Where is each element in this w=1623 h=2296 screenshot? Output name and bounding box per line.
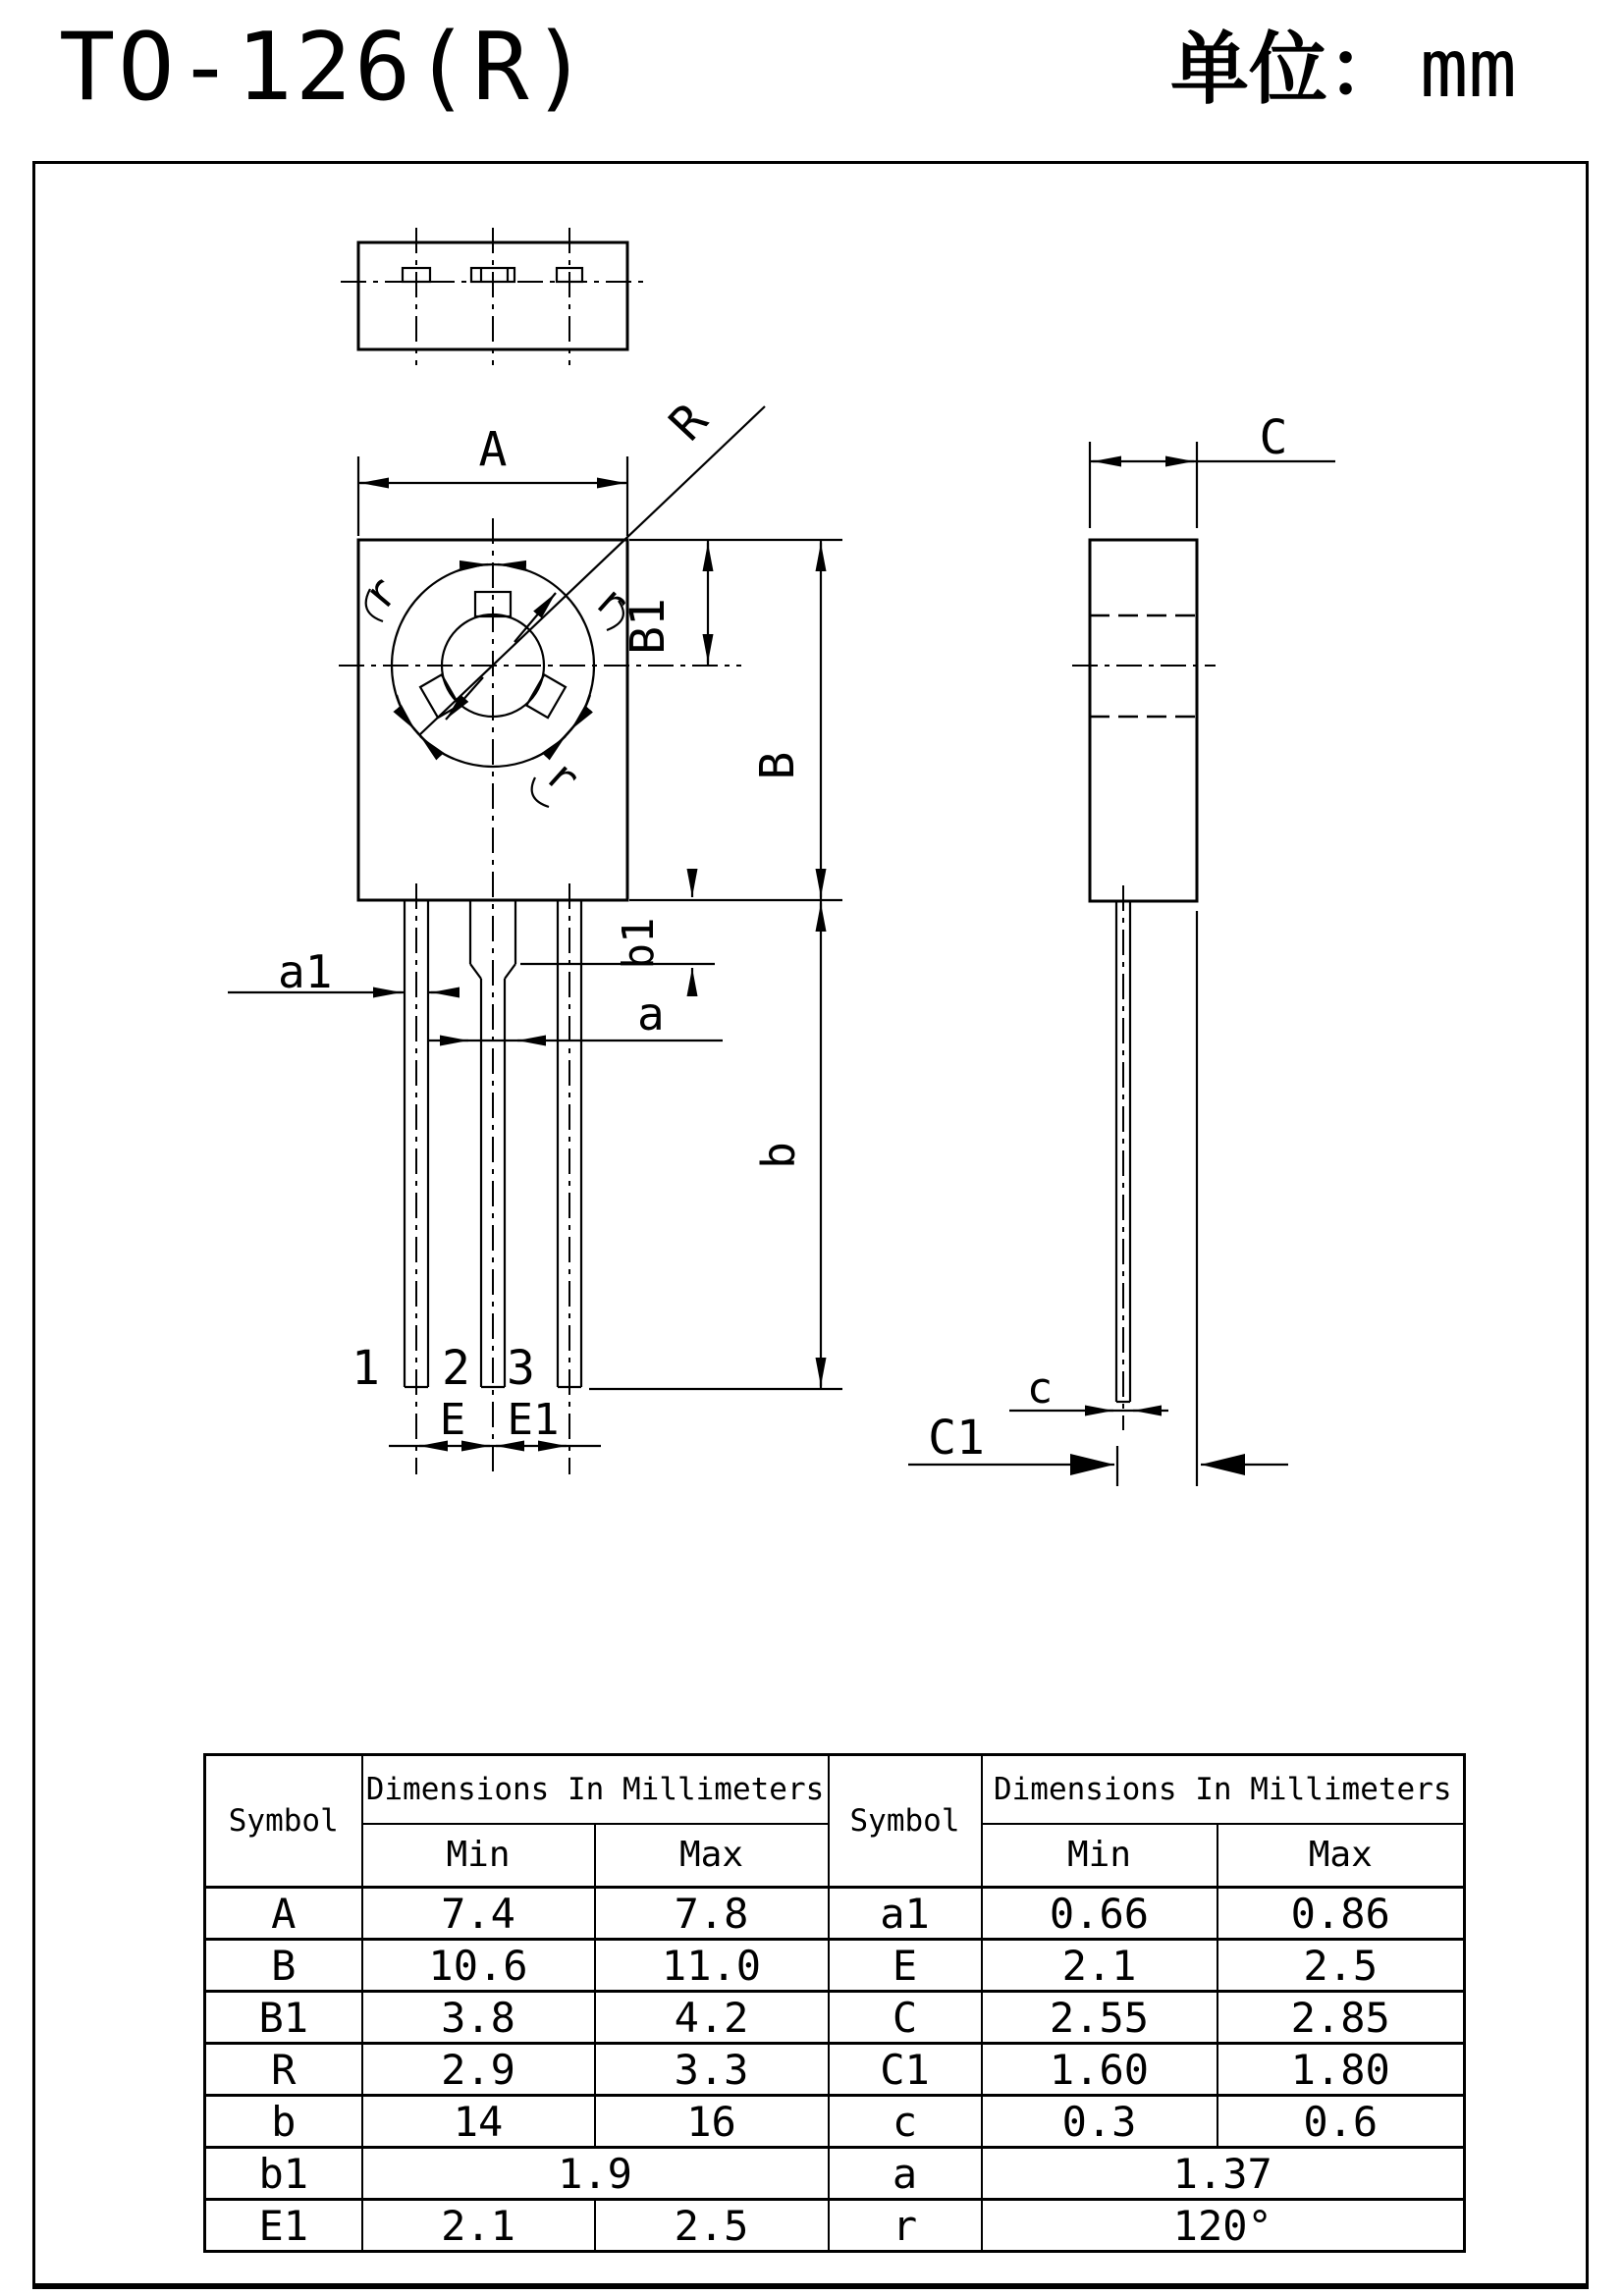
symbol-cell: A: [205, 1888, 362, 1940]
front-view: [228, 393, 842, 1474]
min-cell: 0.3: [982, 2096, 1217, 2148]
side-view: [908, 410, 1335, 1486]
table-row: [205, 1940, 1465, 1992]
dim-label-c: c: [1026, 1363, 1054, 1414]
dim-label-a1: a1: [278, 945, 333, 998]
max-cell: 1.80: [1217, 2044, 1465, 2096]
dim-c: [1009, 1363, 1168, 1414]
dim-label-A: A: [478, 422, 508, 477]
symbol-cell: b1: [205, 2148, 362, 2200]
dim-C1: [908, 911, 1288, 1486]
arc-angle-marks: [353, 564, 638, 807]
table-row: [205, 1888, 1465, 1940]
max-cell: 4.2: [595, 1992, 829, 2044]
dimension-table: [203, 1753, 1466, 2253]
min-cell: 7.4: [362, 1888, 595, 1940]
pin-label-3: 3: [507, 1341, 535, 1396]
min-header-left: Min: [362, 1824, 595, 1888]
angle-label-r-bottom: r: [535, 749, 589, 805]
dim-B: [629, 540, 842, 900]
min-cell: 14: [362, 2096, 595, 2148]
dim-B1: [621, 540, 842, 666]
symbol-header-left: Symbol: [205, 1755, 362, 1888]
symbol-cell: C: [829, 1992, 982, 2044]
max-cell: 0.86: [1217, 1888, 1465, 1940]
dim-label-B: B: [750, 751, 805, 780]
min-cell: 2.1: [362, 2200, 595, 2252]
dim-b1: [520, 877, 715, 988]
dim-label-b: b: [752, 1142, 805, 1169]
dim-label-R: R: [658, 393, 719, 452]
max-cell: 2.5: [595, 2200, 829, 2252]
table-row: [205, 1992, 1465, 2044]
dims-header-left: Dimensions In Millimeters: [362, 1755, 829, 1824]
pin-label-1: 1: [352, 1341, 380, 1396]
min-cell: 2.9: [362, 2044, 595, 2096]
min-header-right: Min: [982, 1824, 1217, 1888]
max-header-right: Max: [1217, 1824, 1465, 1888]
merged-value-cell: 120°: [982, 2200, 1465, 2252]
angle-label-r-top-right: r: [584, 574, 638, 630]
max-cell: 16: [595, 2096, 829, 2148]
symbol-cell: a1: [829, 1888, 982, 1940]
max-cell: 2.5: [1217, 1940, 1465, 1992]
dim-label-E: E: [439, 1395, 466, 1445]
symbol-cell: E: [829, 1940, 982, 1992]
symbol-cell: E1: [205, 2200, 362, 2252]
min-cell: 0.66: [982, 1888, 1217, 1940]
max-cell: 3.3: [595, 2044, 829, 2096]
max-cell: 0.6: [1217, 2096, 1465, 2148]
symbol-header-right: Symbol: [829, 1755, 982, 1888]
min-cell: 2.1: [982, 1940, 1217, 1992]
symbol-cell: R: [205, 2044, 362, 2096]
symbol-cell: r: [829, 2200, 982, 2252]
top-view: [341, 228, 645, 365]
max-header-left: Max: [595, 1824, 829, 1888]
max-cell: 7.8: [595, 1888, 829, 1940]
pin-label-2: 2: [442, 1341, 470, 1396]
dims-header-right: Dimensions In Millimeters: [982, 1755, 1465, 1824]
min-cell: 1.60: [982, 2044, 1217, 2096]
dim-C: [1090, 410, 1335, 528]
table-row: [205, 2148, 1465, 2200]
table-header-row-1: [205, 1755, 1465, 1824]
symbol-cell: C1: [829, 2044, 982, 2096]
dim-label-a: a: [637, 988, 665, 1041]
dim-label-C1: C1: [928, 1411, 985, 1466]
table-row: [205, 2044, 1465, 2096]
max-cell: 11.0: [595, 1940, 829, 1992]
dim-b: [589, 900, 842, 1389]
dim-label-E1: E1: [507, 1395, 560, 1445]
symbol-cell: B1: [205, 1992, 362, 2044]
side-body: [1090, 540, 1197, 901]
dim-a: [428, 988, 723, 1041]
min-cell: 2.55: [982, 1992, 1217, 2044]
max-cell: 2.85: [1217, 1992, 1465, 2044]
symbol-cell: c: [829, 2096, 982, 2148]
unit-prefix-text: 单位：: [1170, 23, 1406, 115]
symbol-cell: B: [205, 1940, 362, 1992]
dim-label-b1: b1: [614, 917, 664, 970]
dim-a1: [228, 945, 455, 998]
unit-value-text: mm: [1420, 23, 1517, 116]
dim-label-C: C: [1259, 410, 1288, 465]
symbol-cell: b: [205, 2096, 362, 2148]
table-row: [205, 2200, 1465, 2252]
merged-value-cell: 1.37: [982, 2148, 1465, 2200]
page-title: TO-126(R): [59, 14, 591, 122]
angle-label-r-top-left: r: [352, 567, 408, 620]
min-cell: 3.8: [362, 1992, 595, 2044]
dim-label-B1: B1: [621, 598, 676, 655]
symbol-cell: a: [829, 2148, 982, 2200]
min-cell: 10.6: [362, 1940, 595, 1992]
merged-value-cell: 1.9: [362, 2148, 829, 2200]
table-row: [205, 2096, 1465, 2148]
